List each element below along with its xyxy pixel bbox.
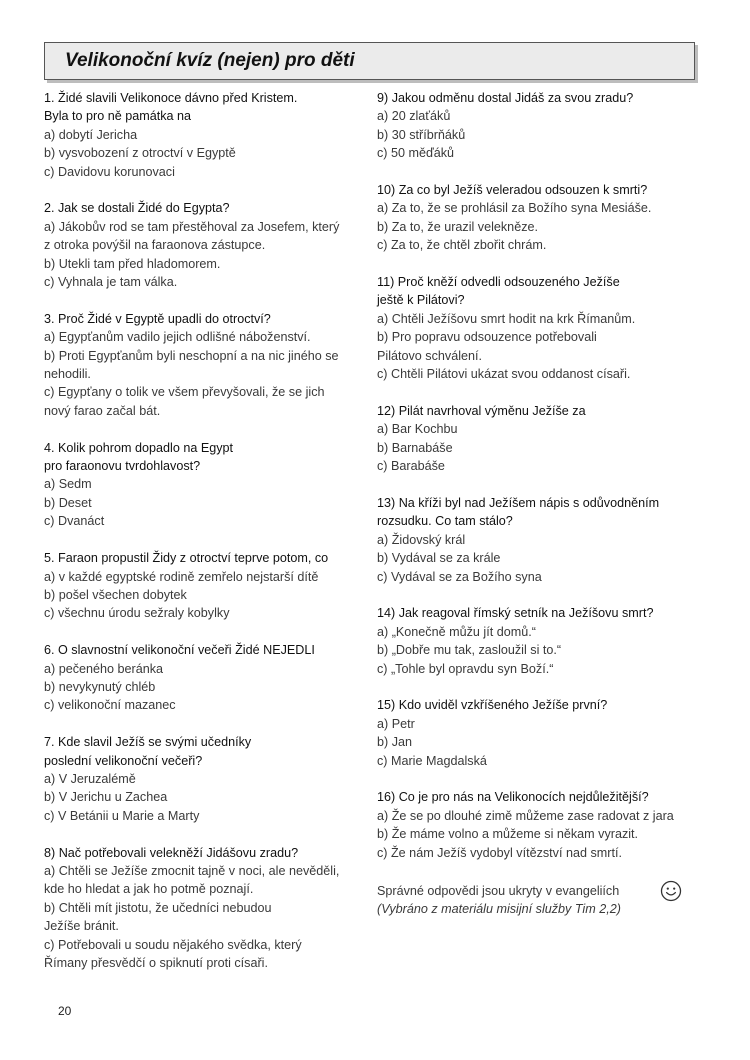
question-text: Byla to pro ně památka na bbox=[44, 109, 192, 124]
answer-option: c) „Tohle byl opravdu syn Boží.“ bbox=[377, 661, 554, 676]
question-text: 3. Proč Židé v Egyptě upadli do otroctví? bbox=[44, 311, 271, 326]
answer-option: b) 30 stříbrňáků bbox=[377, 127, 466, 142]
answer-option: c) Egypťany o tolik ve všem převyšovali, že se jich bbox=[44, 385, 325, 400]
question-text: pro faraonovu tvrdohlavost? bbox=[44, 459, 201, 474]
answer-option: a) 20 zlaťáků bbox=[377, 109, 451, 124]
quiz-question bbox=[377, 604, 699, 678]
quiz-question bbox=[377, 788, 699, 862]
question-text: 13) Na kříži byl nad Ježíšem nápis s odůvodněním bbox=[377, 495, 660, 510]
answer-option: c) Že nám Ježíš vydobyl vítězství nad smrtí. bbox=[377, 845, 622, 860]
question-text: 14) Jak reagoval římský setník na Ježíšovu smrt? bbox=[377, 606, 654, 621]
answer-option: a) Sedm bbox=[44, 477, 92, 492]
quiz-question bbox=[377, 696, 699, 770]
question-text: 7. Kde slavil Ježíš se svými učedníky bbox=[44, 735, 252, 750]
answer-option: b) Jan bbox=[377, 735, 413, 750]
answer-option: a) Egypťanům vadilo jejich odlišné náboženství. bbox=[44, 330, 311, 345]
answer-option: b) Pro popravu odsouzence potřebovali bbox=[377, 330, 597, 345]
question-text: 6. O slavnostní velikonoční večeři Židé NEJEDLI bbox=[44, 643, 315, 658]
answer-option: a) V Jeruzalémě bbox=[44, 771, 136, 786]
question-text: 9) Jakou odměnu dostal Jidáš za svou zradu? bbox=[377, 91, 634, 105]
answer-option: b) Za to, že urazil velekněze. bbox=[377, 219, 538, 234]
question-text: 8) Nač potřebovali velekněží Jidášovu zradu? bbox=[44, 845, 299, 860]
question-text: poslední velikonoční večeři? bbox=[44, 753, 203, 768]
answer-option: a) Že se po dlouhé zimě můžeme zase radovat z jara bbox=[377, 808, 674, 823]
answer-option: Římany přesvědčí o spiknutí proti císaři. bbox=[44, 955, 268, 970]
answer-option: a) pečeného beránka bbox=[44, 661, 164, 676]
answer-option: a) Chtěli se Ježíše zmocnit tajně v noci, ale nevěděli, bbox=[44, 863, 340, 878]
question-text: ještě k Pilátovi? bbox=[377, 293, 465, 308]
answer-option: c) Marie Magdalská bbox=[377, 753, 487, 768]
quiz-question bbox=[44, 549, 366, 623]
answer-option: c) Za to, že chtěl zbořit chrám. bbox=[377, 238, 547, 253]
answer-option: nový farao začal bát. bbox=[44, 403, 161, 418]
question-text: 1. Židé slavili Velikonoce dávno před Kristem. bbox=[44, 91, 298, 105]
answer-option: c) V Betánii u Marie a Marty bbox=[44, 808, 200, 823]
source-note: (Vybráno z materiálu misijní služby Tim 2,2) bbox=[377, 902, 621, 917]
answer-option: c) 50 měďáků bbox=[377, 146, 455, 161]
smiley-face-icon bbox=[660, 880, 682, 902]
answers-note: Správné odpovědi jsou ukryty v evangeliích bbox=[377, 883, 620, 898]
quiz-question bbox=[44, 199, 366, 291]
quiz-question bbox=[44, 439, 366, 531]
answer-option: a) Židovský král bbox=[377, 532, 466, 547]
answer-option: b) Vydával se za krále bbox=[377, 551, 501, 566]
right-question-list bbox=[377, 89, 699, 862]
quiz-question bbox=[44, 733, 366, 825]
quiz-question bbox=[44, 310, 366, 420]
answer-option: a) Jákobův rod se tam přestěhoval za Josefem, který bbox=[44, 219, 340, 234]
answer-option: c) Potřebovali u soudu nějakého svědka, který bbox=[44, 937, 302, 952]
question-text: 4. Kolik pohrom dopadlo na Egypt bbox=[44, 440, 234, 455]
answer-option: b) Chtěli mít jistotu, že učedníci nebudou bbox=[44, 900, 272, 915]
answer-option: Ježíše bránit. bbox=[44, 919, 119, 934]
answer-option: c) velikonoční mazanec bbox=[44, 698, 176, 713]
answer-option: c) Vyhnala je tam válka. bbox=[44, 275, 178, 290]
answer-option: b) V Jerichu u Zachea bbox=[44, 790, 168, 805]
title-banner bbox=[44, 42, 695, 80]
question-text: 11) Proč kněží odvedli odsouzeného Ježíše bbox=[377, 275, 620, 290]
answer-option: c) všechnu úrodu sežraly kobylky bbox=[44, 606, 230, 621]
answer-option: c) Chtěli Pilátovi ukázat svou oddanost císaři. bbox=[377, 367, 631, 382]
answer-option: b) nevykynutý chléb bbox=[44, 679, 156, 694]
question-text: 12) Pilát navrhoval výměnu Ježíše za bbox=[377, 403, 586, 418]
question-text: rozsudku. Co tam stálo? bbox=[377, 514, 513, 529]
right-column bbox=[377, 89, 699, 919]
question-text: 2. Jak se dostali Židé do Egypta? bbox=[44, 201, 230, 216]
quiz-question bbox=[44, 641, 366, 715]
answer-option: a) Za to, že se prohlásil za Božího syna Mesiáše. bbox=[377, 201, 652, 216]
quiz-question bbox=[377, 89, 699, 163]
quiz-question bbox=[44, 89, 366, 181]
answer-option: a) v každé egyptské rodině zemřelo nejstarší dítě bbox=[44, 569, 319, 584]
answer-option: b) Barnabáše bbox=[377, 440, 453, 455]
page-title: Velikonoční kvíz (nejen) pro děti bbox=[65, 50, 355, 71]
answer-option: c) Barabáše bbox=[377, 459, 445, 474]
answer-option: b) Deset bbox=[44, 495, 92, 510]
answer-option: b) Že máme volno a můžeme si někam vyrazit. bbox=[377, 827, 639, 842]
quiz-question bbox=[377, 273, 699, 383]
answer-option: a) Chtěli Ježíšovu smrt hodit na krk Římanům. bbox=[377, 311, 636, 326]
question-text: 16) Co je pro nás na Velikonocích nejdůležitější? bbox=[377, 790, 649, 805]
answer-option: Pilátovo schválení. bbox=[377, 348, 483, 363]
question-text: 5. Faraon propustil Židy z otroctví teprve potom, co bbox=[44, 551, 329, 566]
answer-option: c) Dvanáct bbox=[44, 514, 105, 529]
answer-option: a) Bar Kochbu bbox=[377, 422, 458, 437]
quiz-question bbox=[377, 494, 699, 586]
left-column bbox=[44, 89, 366, 991]
quiz-question bbox=[377, 181, 699, 255]
question-text: 15) Kdo uviděl vzkříšeného Ježíše první? bbox=[377, 698, 608, 713]
answer-option: nehodili. bbox=[44, 367, 91, 382]
quiz-question bbox=[377, 402, 699, 476]
footer-note bbox=[377, 882, 699, 919]
answer-option: c) Vydával se za Božího syna bbox=[377, 569, 542, 584]
answer-option: b) „Dobře mu tak, zasloužil si to.“ bbox=[377, 643, 562, 658]
answer-option: b) Utekli tam před hladomorem. bbox=[44, 256, 221, 271]
answer-option: c) Davidovu korunovaci bbox=[44, 164, 175, 179]
page-number: 20 bbox=[58, 1004, 72, 1018]
question-text: 10) Za co byl Ježíš veleradou odsouzen k smrti? bbox=[377, 183, 648, 198]
answer-option: b) vysvobození z otroctví v Egyptě bbox=[44, 146, 236, 161]
answer-option: kde ho hledat a jak ho potmě poznají. bbox=[44, 882, 254, 897]
answer-option: z otroka povýšil na faraonova zástupce. bbox=[44, 238, 266, 253]
answer-option: a) „Konečně můžu jít domů.“ bbox=[377, 624, 536, 639]
answer-option: a) Petr bbox=[377, 716, 415, 731]
answer-option: a) dobytí Jericha bbox=[44, 127, 138, 142]
quiz-question bbox=[44, 844, 366, 973]
answer-option: b) pošel všechen dobytek bbox=[44, 587, 187, 602]
answer-option: b) Proti Egypťanům byli neschopní a na nic jiného se bbox=[44, 348, 339, 363]
